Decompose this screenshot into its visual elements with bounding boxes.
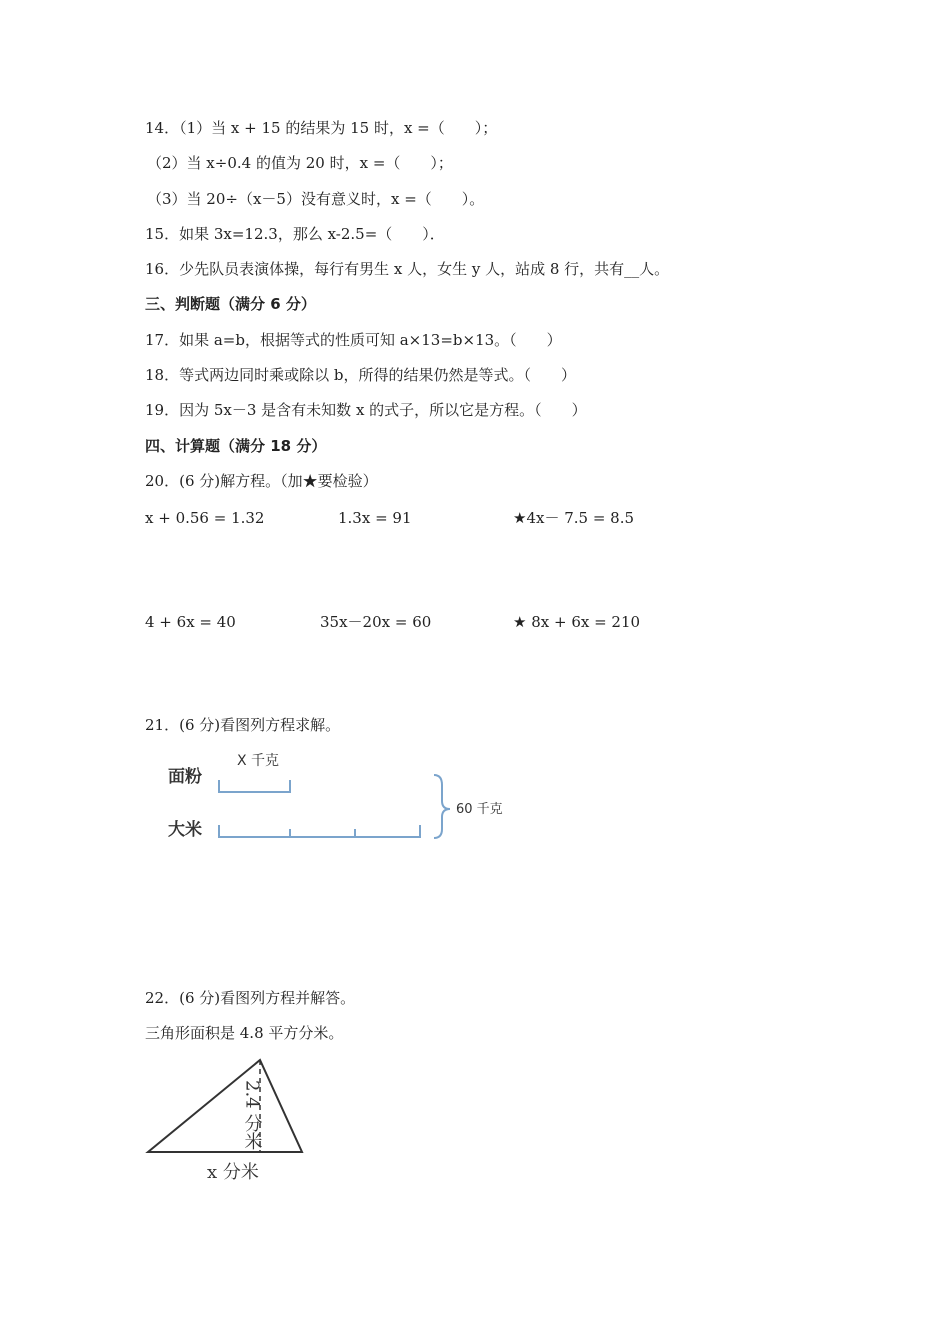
flour-rice-diagram (160, 745, 540, 855)
question-14-part1: 14．（1）当 x + 15 的结果为 15 时，x =（ ）； (145, 119, 498, 137)
question-14-part3: （3）当 20÷（x－5）没有意义时，x =（ ）。 (147, 190, 485, 208)
flour-label: 面粉 (168, 767, 202, 787)
question-18: 18．等式两边同时乘或除以 b，所得的结果仍然是等式。（ ） (145, 366, 576, 384)
equation-4: 4 + 6x = 40 (145, 613, 236, 631)
equation-6: ★ 8x + 6x = 210 (513, 613, 641, 631)
question-19: 19．因为 5x－3 是含有未知数 x 的式子，所以它是方程。（ ） (145, 401, 587, 419)
section-heading-calculation: 四、计算题（满分 18 分） (145, 437, 327, 455)
section-heading-judgement: 三、判断题（满分 6 分） (145, 295, 316, 313)
equation-1: x + 0.56 = 1.32 (145, 509, 265, 527)
total-label: 60 千克 (456, 802, 503, 817)
rice-label: 大米 (168, 820, 202, 840)
equation-5: 35x－20x = 60 (320, 613, 432, 631)
equation-3: ★4x－ 7.5 = 8.5 (513, 509, 635, 527)
question-15: 15．如果 3x=12.3，那么 x-2.5=（ ）． (145, 225, 445, 243)
question-22-statement: 三角形面积是 4.8 平方分米。 (145, 1024, 344, 1042)
rice-bar (219, 825, 420, 837)
equation-2: 1.3x = 91 (338, 509, 412, 527)
question-21-title: 21．(6 分)看图列方程求解。 (145, 716, 341, 734)
total-brace (434, 775, 450, 838)
question-17: 17．如果 a=b，根据等式的性质可知 a×13=b×13。（ ） (145, 331, 562, 349)
height-label: 2.4 分米 (241, 1080, 263, 1151)
triangle (148, 1060, 302, 1152)
triangle-diagram (140, 1052, 330, 1192)
question-20-title: 20．(6 分)解方程。（加★要检验） (145, 472, 378, 490)
flour-bar (219, 780, 290, 792)
base-label: x 分米 (207, 1162, 259, 1183)
question-16: 16．少先队员表演体操，每行有男生 x 人，女生 y 人，站成 8 行，共有__人。 (145, 260, 670, 278)
question-22-title: 22．(6 分)看图列方程并解答。 (145, 989, 356, 1007)
unit-label: X 千克 (237, 753, 280, 769)
question-14-part2: （2）当 x÷0.4 的值为 20 时，x =（ ）； (147, 154, 453, 172)
